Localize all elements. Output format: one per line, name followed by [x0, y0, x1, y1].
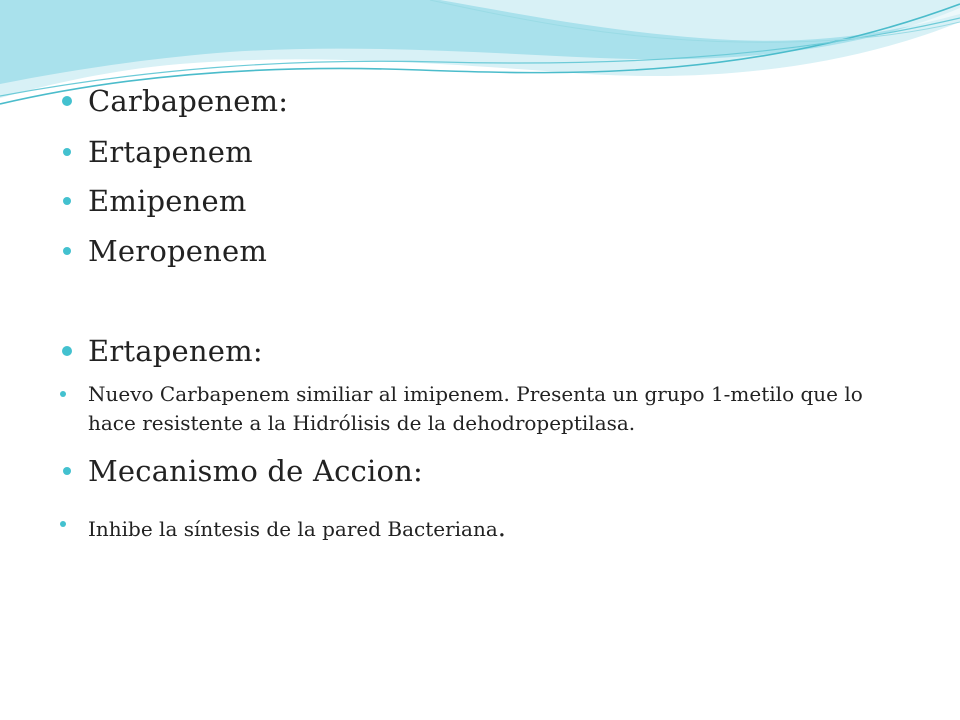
bullet-marker-icon: [63, 467, 71, 475]
bullet-marker-icon: [63, 148, 71, 156]
bullet-marker-icon: [62, 96, 72, 106]
bullet-marker-icon: [62, 346, 72, 356]
bullet-carbapenem: [88, 84, 908, 119]
bullet-mecanismo-description: [88, 510, 908, 548]
bullet-text: Meropenem: [88, 234, 268, 268]
bullet-ertapenem-description: [88, 380, 908, 438]
bullet-marker-icon: [63, 247, 71, 255]
bullet-text: Emipenem: [88, 184, 247, 218]
bullet-marker-icon: [60, 521, 66, 527]
bullet-text: Carbapenem:: [88, 84, 289, 118]
bullet-mecanismo: [88, 454, 908, 489]
bullet-ertapenem: [88, 135, 908, 170]
bullet-ertapenem-heading: [88, 334, 908, 369]
bullet-marker-icon: [63, 197, 71, 205]
bullet-text: Ertapenem: [88, 135, 253, 169]
bullet-text: Ertapenem:: [88, 334, 263, 368]
bullet-text: Mecanismo de Accion:: [88, 454, 423, 488]
bullet-meropenem: [88, 234, 908, 269]
bullet-period: .: [497, 513, 507, 543]
bullet-emipenem: [88, 184, 908, 219]
bullet-marker-icon: [60, 391, 66, 397]
bullet-text: Nuevo Carbapenem similiar al imipenem. Presenta un grupo 1-metilo que lo hace resistente a la Hidrólisis de la dehodropeptilasa.: [88, 382, 863, 435]
bullet-text: Inhibe la síntesis de la pared Bacteriana: [88, 517, 498, 541]
